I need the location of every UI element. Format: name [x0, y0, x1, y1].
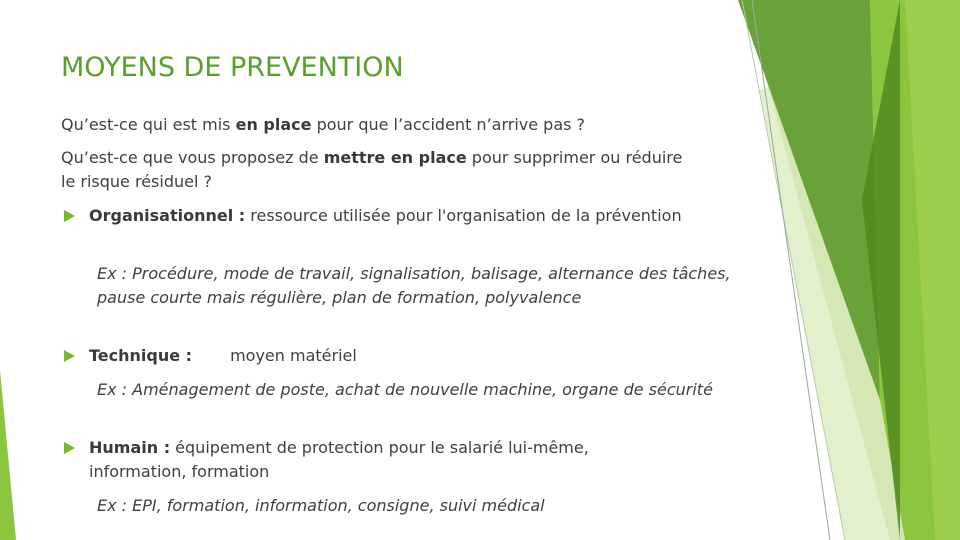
slide-title: MOYENS DE PREVENTION: [61, 52, 404, 83]
bullet-term: Humain :: [89, 438, 171, 457]
question-1-text: Qu’est-ce qui est mis: [61, 115, 236, 134]
bullet-term: Organisationnel :: [89, 206, 246, 225]
diamond-bullet-icon: [64, 210, 75, 222]
bullet-technique: [64, 344, 684, 368]
bullet-humain: [64, 436, 684, 484]
bullet-organisationnel: [64, 204, 684, 228]
bullet-term: Technique :: [89, 346, 193, 365]
question-1-emphasis: en place: [235, 115, 312, 134]
left-green-triangle: [0, 370, 16, 540]
question-2-text: Qu’est-ce que vous proposez de: [61, 148, 324, 167]
question-1: [61, 113, 585, 137]
diamond-bullet-icon: [64, 442, 75, 454]
example-humain: Ex : EPI, formation, information, consigne, suivi médical: [97, 496, 545, 515]
bullet-description: équipement de protection pour le salarié lui-même, information, formation: [89, 438, 589, 481]
diamond-bullet-icon: [64, 350, 75, 362]
example-technique: Ex : Aménagement de poste, achat de nouvelle machine, organe de sécurité: [97, 380, 713, 399]
question-2-text-end: pour supprimer ou réduire le risque résiduel ?: [61, 148, 683, 191]
question-2-emphasis: mettre en place: [323, 148, 467, 167]
example-organisationnel: Ex : Procédure, mode de travail, signalisation, balisage, alternance des tâches, pause courte mais régulière, plan de formation, polyvalence: [97, 264, 731, 307]
question-2: [61, 146, 701, 194]
bullet-description: ressource utilisée pour l'organisation de la prévention: [245, 206, 682, 225]
question-1-text-end: pour que l’accident n’arrive pas ?: [311, 115, 586, 134]
bullet-description: moyen matériel: [230, 346, 357, 365]
